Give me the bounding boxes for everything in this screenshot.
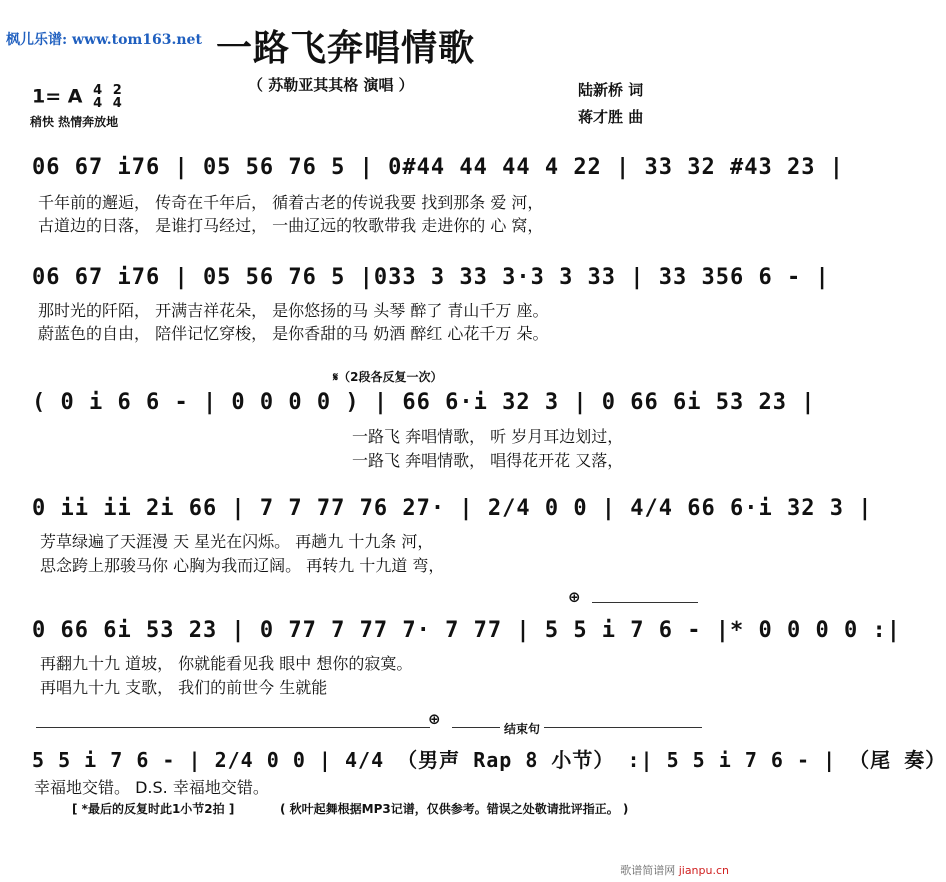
lyrics-row-3a: 一路飞 奔唱情歌， 听 岁月耳边划过， <box>352 427 624 446</box>
lyrics-row-5b: 再唱九十九 支歌， 我们的前世今 生就能 <box>40 678 328 697</box>
notation-row-2: 06 67 i76 | 05 56 76 5 |033 3 33 3·3 3 33 | 33 356 6 - | <box>32 265 830 290</box>
lyrics-row-1a: 千年前的邂逅， 传奇在千年后， 循着古老的传说我要 找到那条 爱 河， <box>38 193 544 212</box>
coda-sign: ⊕ <box>568 588 581 606</box>
site-watermark: 歌谱简谱网 jianpu.cn <box>620 864 729 877</box>
notation-row-3: ( 0 i 6 6 - | 0 0 0 0 ) | 66 6·i 32 3 | 0 66 6i 53 23 | <box>32 390 816 415</box>
lyrics-row-6: 幸福地交错。 D.S. 幸福地交错。 <box>34 778 269 797</box>
tempo-marking: 稍快 热情奔放地 <box>30 115 119 129</box>
composer-credit: 蒋才胜 曲 <box>578 108 644 126</box>
volta-bracket-1 <box>592 602 698 603</box>
volta-bracket-2 <box>36 727 430 728</box>
lyrics-row-5a: 再翻九十九 道坡， 你就能看见我 眼中 想你的寂寞。 <box>40 654 413 673</box>
footnote-left: [ *最后的反复时此1小节2拍 ] <box>72 802 235 816</box>
singer-credit: （ 苏勒亚其其格 演唱 ） <box>248 76 414 94</box>
lyrics-row-2a: 那时光的阡陌， 开满吉祥花朵， 是你悠扬的马 头琴 醉了 青山千万 座。 <box>38 301 549 320</box>
coda-sign-2: ⊕ <box>428 710 441 728</box>
repeat-instruction: 𝄋（2段各反复一次） <box>333 370 443 384</box>
footnote-right: ( 秋叶起舞根据MP3记谱，仅供参考。错误之处敬请批评指正。 ) <box>280 802 629 816</box>
key-signature: 1= A 4 4 2 4 <box>32 83 122 111</box>
song-title: 一路飞奔唱情歌 <box>216 28 476 69</box>
time-signature-4-4: 4 4 <box>93 83 103 111</box>
lyrics-row-4a: 芳草绿遍了天涯漫 天 星光在闪烁。 再趟九 十九条 河， <box>40 532 434 551</box>
ending-bracket <box>452 727 702 728</box>
time-signature-2-4: 2 4 <box>112 83 122 111</box>
lyrics-row-1b: 古道边的日落， 是谁打马经过， 一曲辽远的牧歌带我 走进你的 心 窝， <box>38 216 544 235</box>
lyricist-credit: 陆新桥 词 <box>578 81 644 99</box>
lyrics-row-4b: 思念跨上那骏马你 心胸为我而辽阔。 再转九 十九道 弯， <box>40 556 445 575</box>
notation-row-1: 06 67 i76 | 05 56 76 5 | 0#44 44 44 4 22 | 33 32 #43 23 | <box>32 155 844 180</box>
ending-label: 结束句 <box>500 720 544 737</box>
lyrics-row-2b: 蔚蓝色的自由， 陪伴记忆穿梭， 是你香甜的马 奶酒 醉红 心花千万 朵。 <box>38 324 549 343</box>
lyrics-row-3b: 一路飞 奔唱情歌， 唱得花开花 又落， <box>352 451 624 470</box>
notation-row-4: 0 ii ii 2i 66 | 7 7 77 76 27· | 2/4 0 0 | 4/4 66 6·i 32 3 | <box>32 496 873 521</box>
notation-row-5: 0 66 6i 53 23 | 0 77 7 77 7· 7 77 | 5 5 i 7 6 - |* 0 0 0 0 :| <box>32 618 901 643</box>
watermark: 枫儿乐谱: www.tom163.net <box>6 32 202 48</box>
notation-row-6: 5 5 i 7 6 - | 2/4 0 0 | 4/4 （男声 Rap 8 小节） :| 5 5 i 7 6 - | （尾 奏） <box>32 748 946 772</box>
